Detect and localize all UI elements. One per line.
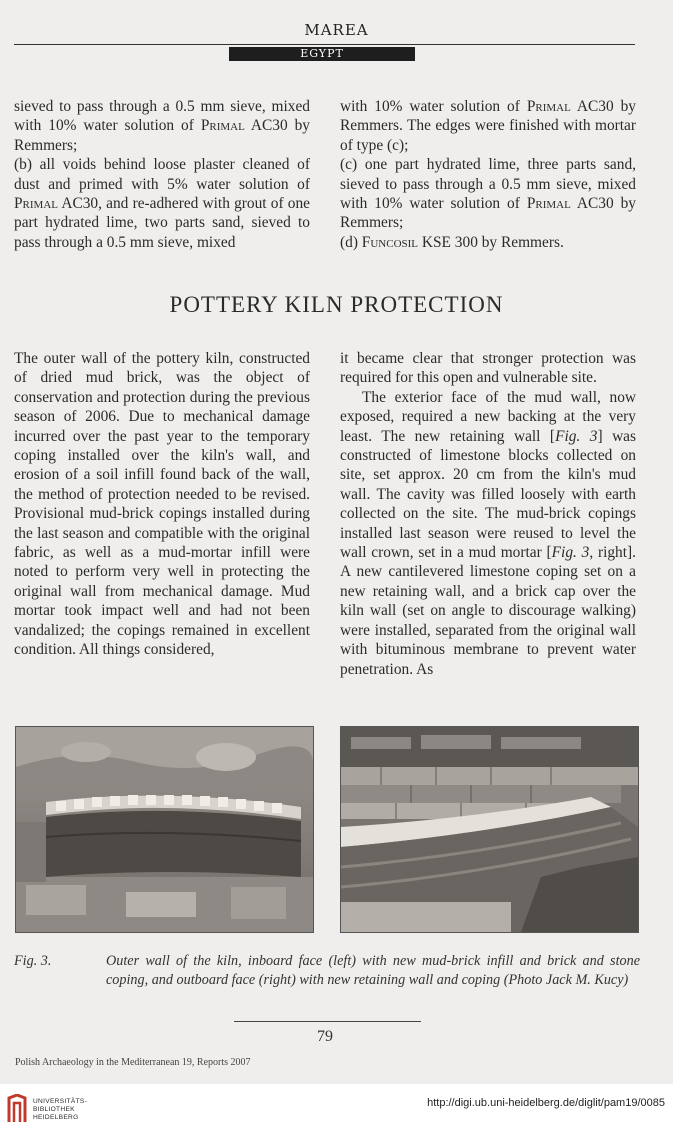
figure-reference[interactable]: Fig. 3 [555, 427, 598, 445]
treatment-b-continued: with 10% water solution of Primal AC30 by Remmers. The edges were finished with mortar of type (c); [340, 98, 636, 154]
library-footer-bar [0, 1084, 673, 1133]
figure-photo-outboard-face [340, 726, 639, 933]
body-paragraph: The outer wall of the pottery kiln, constructed of dried mud brick, was the object of conservation and protection during the previous season of 2006. Due to mechanical damage incurred over the past year to the temporary coping installed over the kiln's wall, and erosion of a soil infill found back of the wall, the method of protection needed to be revised. Provisional mud-brick copings installed during the last season and compatible with the original fabric, as well as a mud-mortar infill were noted to perform very well in protecting the original wall from mechanical damage. Mud mortar took impact well and had not been vandalized; the copings remained in excellent condition. All things considered, [14, 350, 310, 659]
treatment-c: (c) one part hydrated lime, three parts sand, sieved to pass through a 0.5 mm sieve, mixed with 10% water solution of Primal AC30 by Remmers; [340, 156, 636, 232]
product-name: Primal [14, 195, 59, 213]
library-name-line2: BIBLIOTHEK [33, 1106, 75, 1113]
top-left-column [14, 97, 310, 252]
page-number: 79 [317, 1028, 333, 1045]
library-emblem-icon [6, 1094, 28, 1124]
library-name-line1: UNIVERSITÄTS- [33, 1098, 88, 1105]
product-name: Primal [526, 98, 571, 115]
journal-footer: Polish Archaeology in the Mediterranean 19, Reports 2007 [15, 1057, 251, 1068]
figure-reference[interactable]: Fig. 3 [551, 544, 590, 562]
figure-label: Fig. 3. [14, 953, 52, 969]
footer-rule [234, 1021, 421, 1022]
treatment-b: (b) all voids behind loose plaster cleaned of dust and primed with 5% water solution of Primal AC30, and re-adhered with grout of one part hydrated lime, two parts sand, sieved to pass through a 0.5 mm sieve, mixed [14, 156, 310, 251]
product-name: Funcosil [361, 233, 419, 251]
section-heading: POTTERY KILN PROTECTION [169, 292, 504, 317]
product-name: Primal [200, 117, 245, 135]
header-band-label: EGYPT [300, 47, 344, 60]
product-name: Primal [526, 195, 571, 213]
header-rule [14, 44, 635, 45]
figure-caption [14, 952, 640, 990]
library-logo[interactable] [6, 1092, 92, 1128]
body-paragraph: it became clear that stronger protection was required for this open and vulnerable site. [340, 350, 636, 387]
source-url-link[interactable]: http://digi.ub.uni-heidelberg.de/diglit/pam19/0085 [427, 1097, 665, 1109]
treatment-a-continued: sieved to pass through a 0.5 mm sieve, mixed with 10% water solution of Primal AC30 by Remmers; [14, 98, 310, 154]
header-band [229, 47, 415, 61]
library-name-line3: HEIDELBERG [33, 1114, 79, 1121]
body-paragraph: The exterior face of the mud wall, now exposed, required a new backing at the very least. The new retaining wall [Fig. 3] was constructed of limestone blocks collected on site, set approx. 20 cm from the kiln's mud wall. The cavity was filled loosely with earth collected on the site. The mud-brick copings installed last season were reused to level the wall crown, set in a mud mortar [Fig. 3, right]. A new cantilevered limestone coping set on a new retaining wall, and a brick cap over the kiln wall (set on angle to discourage walking) were installed, separated from the original wall with bituminous membrane to prevent water penetration. As [340, 388, 637, 678]
figure-photo-inboard-face [15, 726, 314, 933]
body-left-column [14, 349, 310, 660]
running-head-title: MAREA [304, 21, 369, 39]
body-right-column [340, 349, 636, 679]
figure-caption-text: Outer wall of the kiln, inboard face (left) with new mud-brick infill and brick and stone coping, and outboard face (right) with new retaining wall and coping (Photo Jack M. Kucy) [106, 953, 640, 988]
top-right-column [340, 97, 636, 252]
treatment-d: (d) Funcosil KSE 300 by Remmers. [340, 233, 564, 251]
